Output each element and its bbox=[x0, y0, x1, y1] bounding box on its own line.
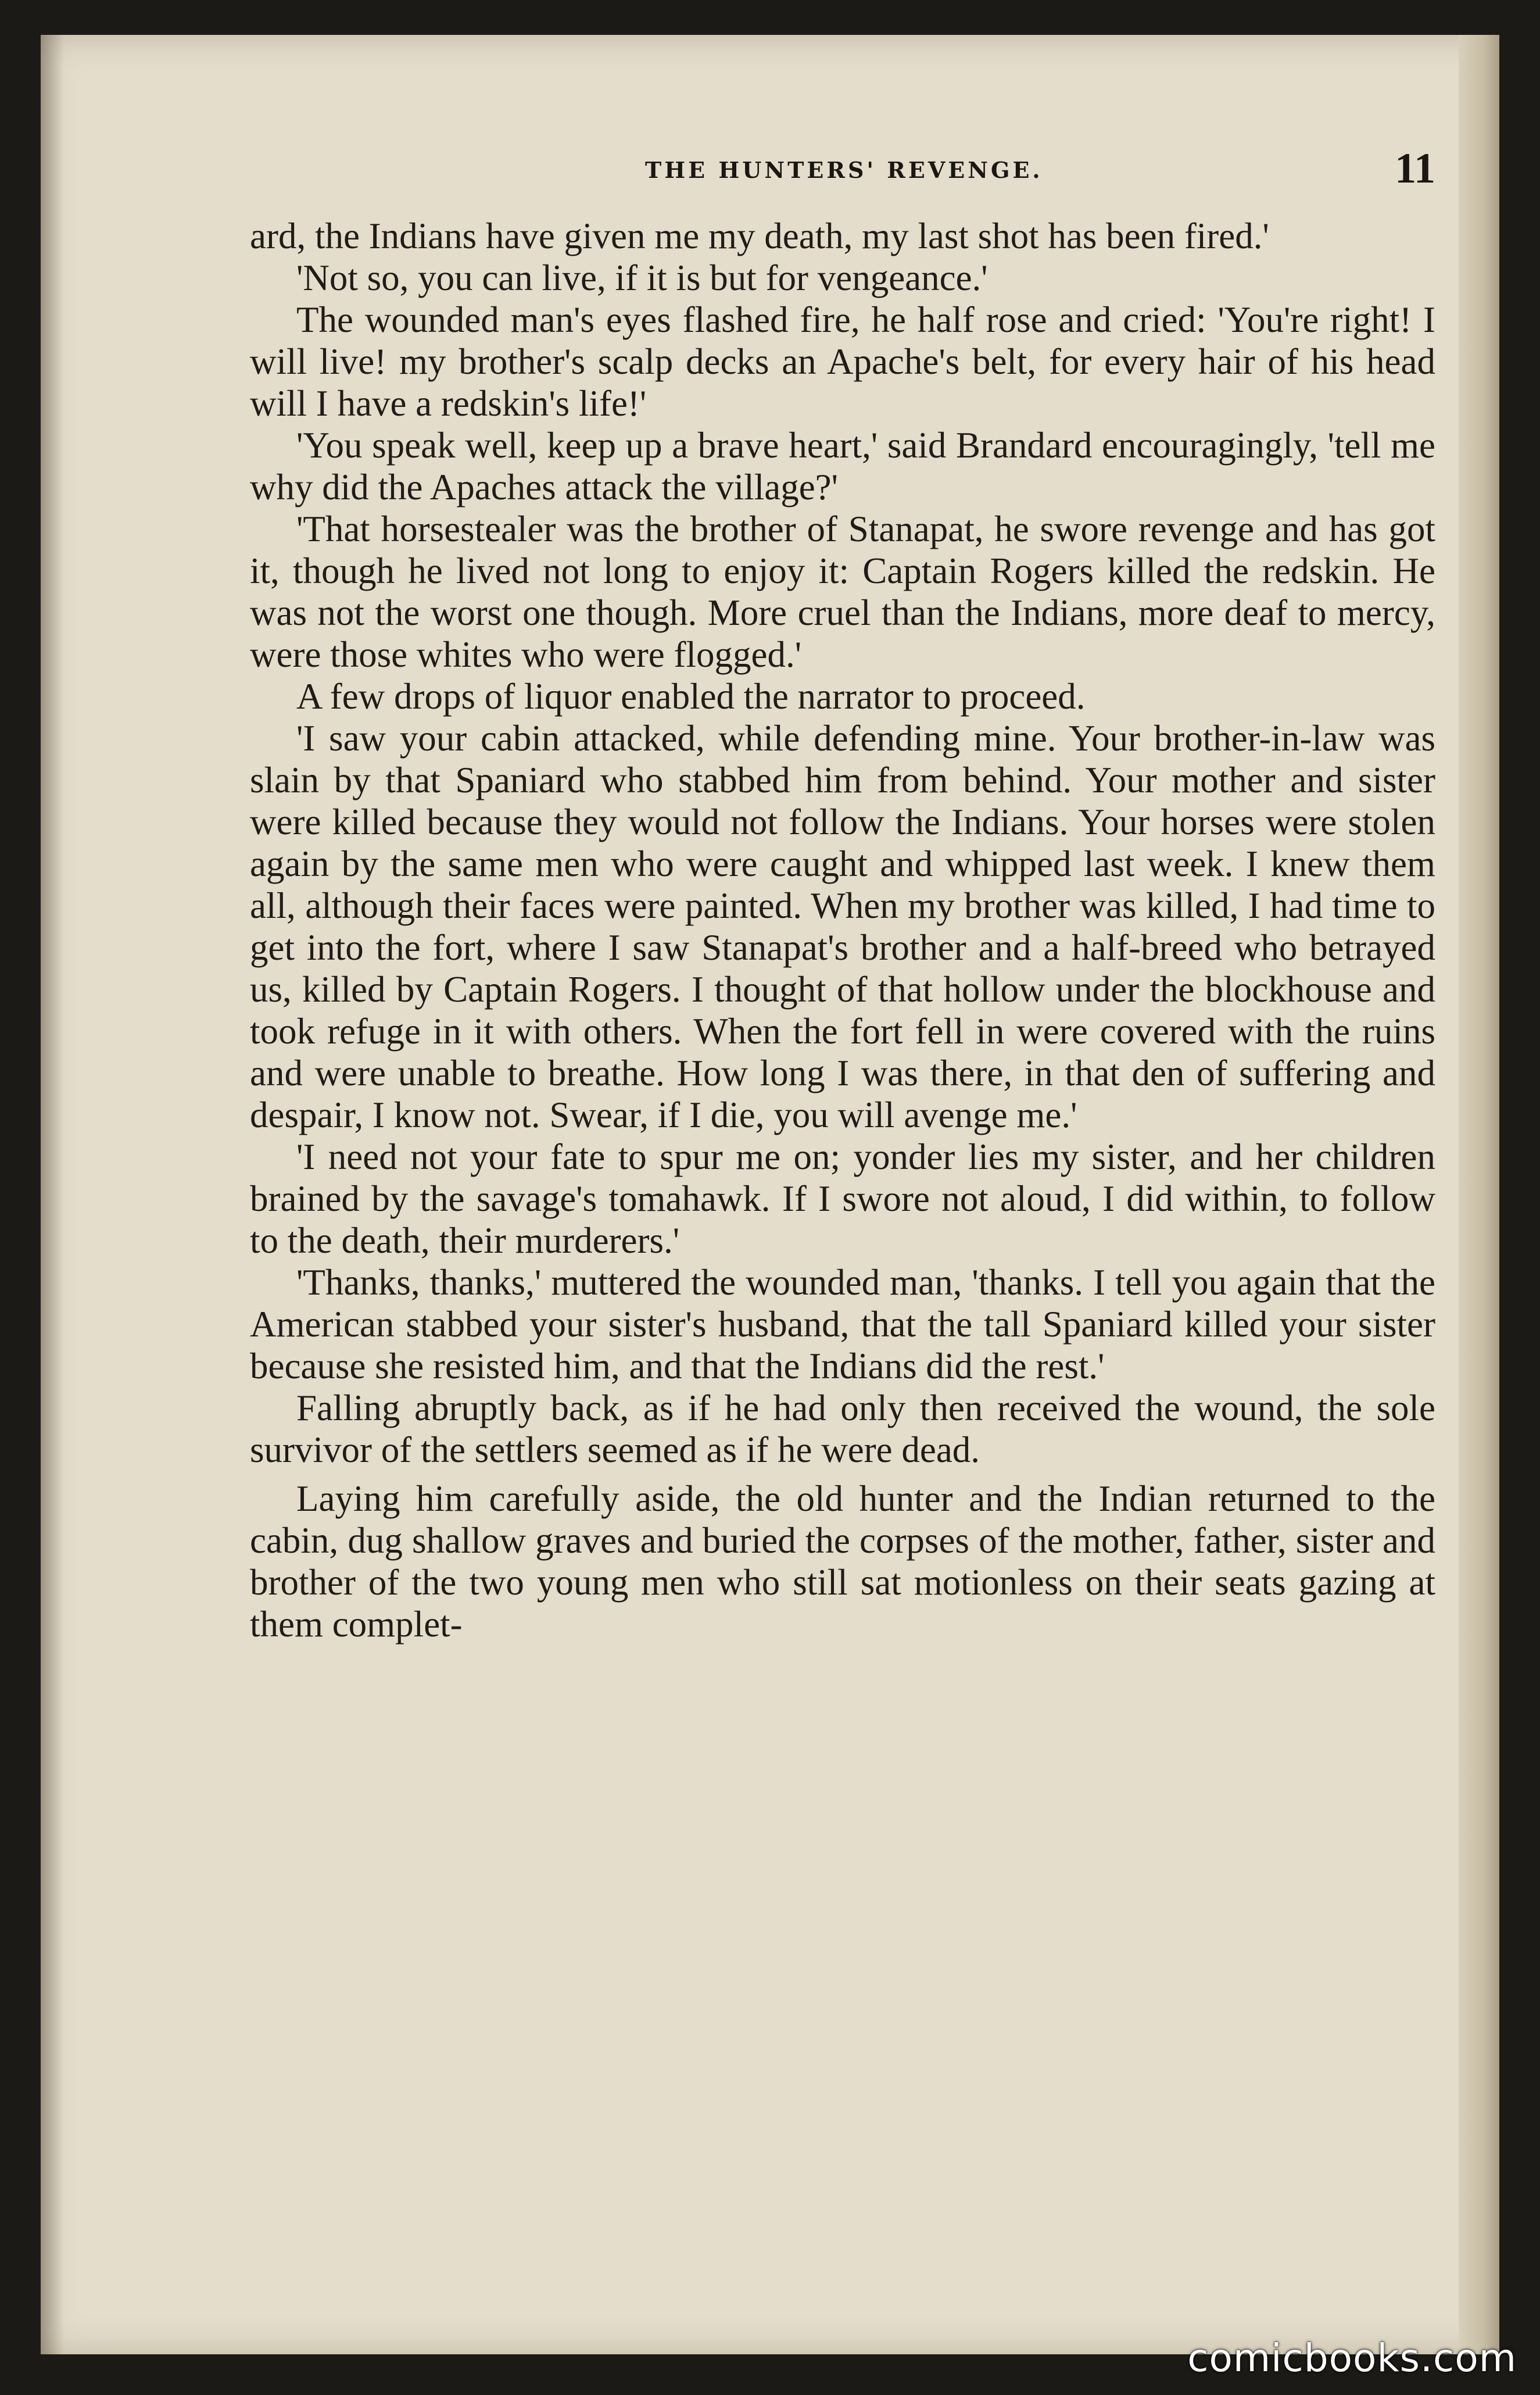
gutter-shadow bbox=[41, 35, 64, 2354]
paragraph: 'I saw your cabin attacked, while defending mine. Your brother-in-law was slain by that Spaniard who stabbed him from behind. Your mother and sister were killed because they would not follow the Indians. Your horses were stolen again by the same men who were caught and whipped last week. I knew them all, although their faces were painted. When my brother was killed, I had time to get into the fort, where I saw Stanapat's brother and a half-breed who betrayed us, killed by Captain Rogers. I thought of that hollow under the blockhouse and took refuge in it with others. When the fort fell in were covered with the ruins and were unable to breathe. How long I was there, in that den of suffering and despair, I know not. Swear, if I die, you will avenge me.' bbox=[250, 718, 1435, 1135]
page-number: 11 bbox=[1395, 145, 1435, 192]
running-head: THE HUNTERS' REVENGE. bbox=[645, 157, 1043, 183]
paragraph: Falling abruptly back, as if he had only then received the wound, the sole survivor of the settlers seemed as if he were dead. bbox=[250, 1388, 1435, 1470]
paragraph: 'Thanks, thanks,' muttered the wounded man, 'thanks. I tell you again that the American stabbed your sister's husband, that the tall Spaniard killed your sister because she resisted him, and that the Indians did the rest.' bbox=[250, 1262, 1435, 1386]
paragraph: 'I need not your fate to spur me on; yonder lies my sister, and her children brained by the savage's tomahawk. If I swore not aloud, I did within, to follow to the death, their murderers.' bbox=[250, 1136, 1435, 1261]
paragraph: 'Not so, you can live, if it is but for vengeance.' bbox=[296, 258, 988, 298]
paragraph: ard, the Indians have given me my death, my last shot has been fired.' bbox=[250, 216, 1269, 256]
body-text bbox=[250, 215, 1435, 2308]
paragraph: The wounded man's eyes flashed fire, he half rose and cried: 'You're right! I will live! my brother's scalp decks an Apache's belt, for every hair of his head will I have a redskin's life!' bbox=[250, 299, 1435, 424]
paragraph: 'You speak well, keep up a brave heart,' said Brandard encouragingly, 'tell me why did the Apaches attack the village?' bbox=[250, 425, 1435, 507]
page-header bbox=[250, 134, 1435, 203]
paragraph: A few drops of liquor enabled the narrator to proceed. bbox=[296, 676, 1086, 717]
site-watermark: comicbooks.com bbox=[1187, 2336, 1517, 2380]
paragraph: Laying him carefully aside, the old hunter and the Indian returned to the cabin, dug shallow graves and buried the corpses of the mother, father, sister and brother of the two young men who still sat motionless on their seats gazing at them complet- bbox=[250, 1478, 1435, 1645]
book-page bbox=[41, 35, 1499, 2354]
page-edge bbox=[1459, 35, 1499, 2354]
paragraph: 'That horsestealer was the brother of Stanapat, he swore revenge and has got it, though he lived not long to enjoy it: Captain Rogers killed the redskin. He was not the worst one though. More cruel than the Indians, more deaf to mercy, were those whites who were flogged.' bbox=[250, 509, 1435, 675]
